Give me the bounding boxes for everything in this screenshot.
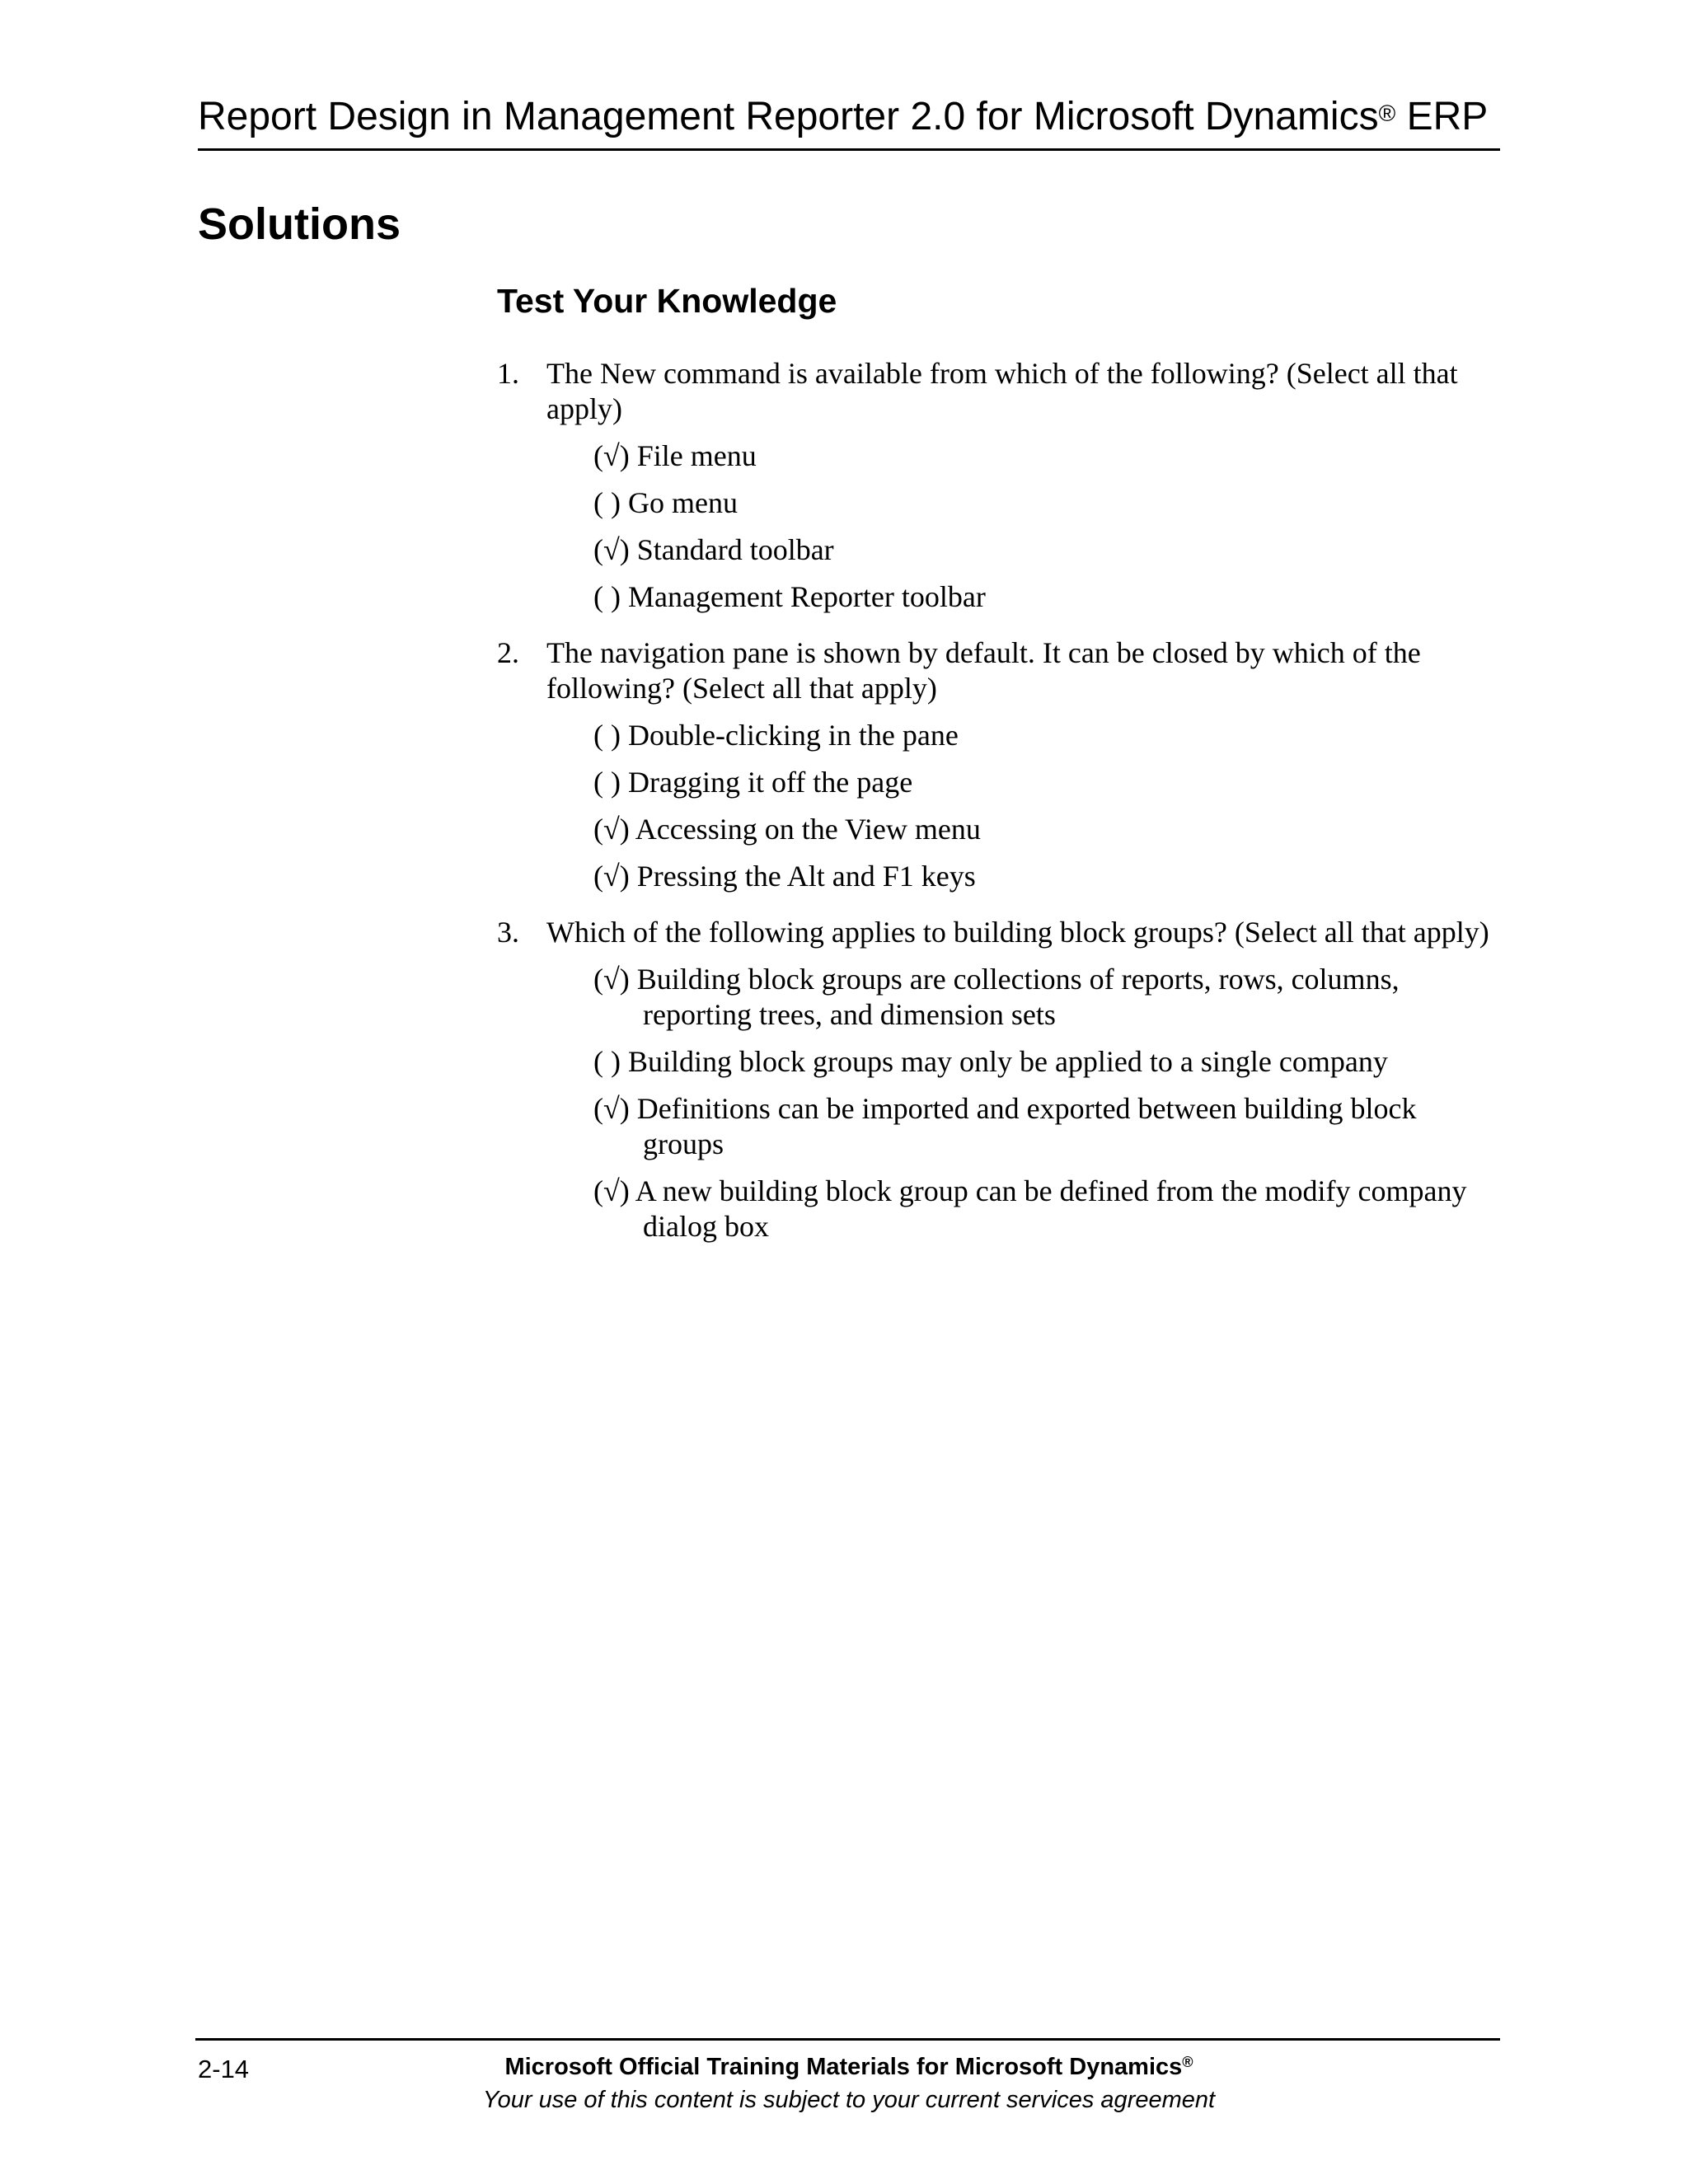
answer-option — [593, 485, 1500, 521]
answer-mark: (√) — [593, 963, 630, 996]
footer-title-text: Microsoft Official Training Materials for Microsoft Dynamics — [504, 2054, 1183, 2080]
answer-label: Double-clicking in the pane — [627, 719, 959, 752]
page-header — [198, 92, 1500, 151]
answer-mark: ( ) — [593, 766, 621, 799]
answer-option — [593, 765, 1500, 800]
question-1 — [497, 356, 1500, 615]
answer-label: A new building block group can be defined from the modify company dialog box — [635, 1174, 1467, 1243]
answer-options — [593, 718, 1500, 894]
question-text: Which of the following applies to building block groups? (Select all that apply) — [546, 916, 1489, 949]
answer-option — [593, 1044, 1500, 1080]
section-title: Solutions — [198, 199, 401, 249]
answer-label: Go menu — [627, 486, 738, 519]
answer-mark: (√) — [593, 439, 630, 472]
question-number: 1. — [497, 357, 519, 390]
answer-mark: (√) — [593, 1174, 630, 1207]
answer-label: File menu — [636, 439, 757, 472]
footer-registered-mark: ® — [1182, 2054, 1193, 2070]
answer-mark: ( ) — [593, 580, 621, 613]
answer-label: Accessing on the View menu — [635, 813, 981, 846]
answer-mark: (√) — [593, 860, 630, 893]
answer-option — [593, 1174, 1500, 1244]
question-text: The navigation pane is shown by default. It can be closed by which of the following? (Select all that apply) — [546, 636, 1421, 705]
question-text: The New command is available from which of the following? (Select all that apply) — [546, 357, 1458, 425]
answer-mark: ( ) — [593, 719, 621, 752]
footer-title — [412, 2050, 1286, 2083]
page-number: 2-14 — [198, 2055, 250, 2083]
answer-options — [593, 962, 1500, 1244]
question-3 — [497, 915, 1500, 1244]
answer-label: Dragging it off the page — [627, 766, 913, 799]
answer-option — [593, 718, 1500, 753]
answer-option — [593, 1091, 1500, 1162]
question-2 — [497, 635, 1500, 894]
footer-divider — [195, 2038, 1500, 2041]
answer-mark: (√) — [593, 533, 630, 566]
question-number: 2. — [497, 636, 519, 669]
footer-subtitle: Your use of this content is subject to your current services agreement — [482, 2087, 1216, 2113]
answer-label: Definitions can be imported and exported between building block groups — [636, 1092, 1417, 1160]
answer-label: Building block groups are collections of reports, rows, columns, reporting trees, and dimension sets — [636, 963, 1400, 1031]
page-footer — [412, 2050, 1286, 2116]
header-registered-mark: ® — [1378, 101, 1396, 126]
question-list — [497, 356, 1500, 1265]
question-number: 3. — [497, 916, 519, 949]
answer-mark: ( ) — [593, 486, 621, 519]
answer-label: Pressing the Alt and F1 keys — [636, 860, 976, 893]
answer-mark: (√) — [593, 813, 630, 846]
answer-label: Building block groups may only be applied to a single company — [627, 1045, 1388, 1078]
answer-option — [593, 962, 1500, 1033]
answer-option — [593, 532, 1500, 568]
answer-option — [593, 579, 1500, 615]
subheading: Test Your Knowledge — [497, 282, 837, 320]
answer-mark: ( ) — [593, 1045, 621, 1078]
answer-options — [593, 438, 1500, 615]
header-title: Report Design in Management Reporter 2.0 for Microsoft Dynamics — [198, 95, 1379, 138]
answer-label: Standard toolbar — [636, 533, 834, 566]
answer-label: Management Reporter toolbar — [627, 580, 986, 613]
answer-option — [593, 438, 1500, 474]
answer-option — [593, 812, 1500, 847]
header-title-suffix: ERP — [1406, 95, 1489, 138]
answer-mark: (√) — [593, 1092, 630, 1125]
answer-option — [593, 859, 1500, 894]
